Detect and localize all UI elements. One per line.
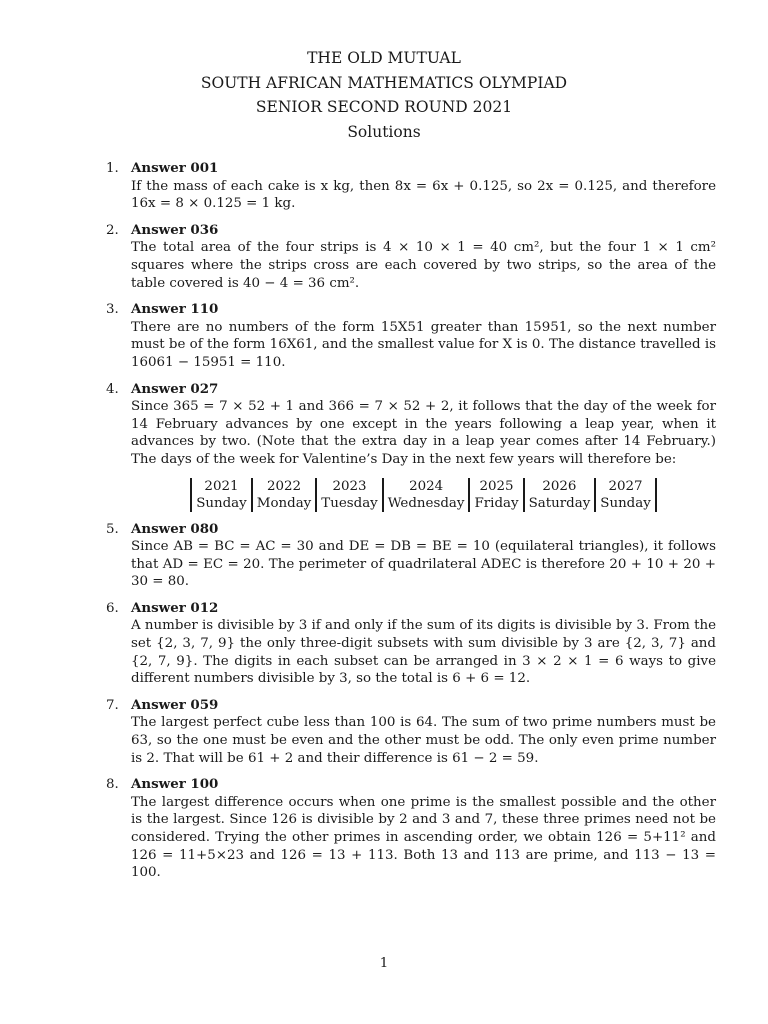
header-subtitle: Solutions: [347, 122, 421, 141]
item-number: 7.: [106, 697, 119, 713]
solution-text: The largest difference occurs when one prime is the smallest possible and the other is the largest. Since 126 is divisible by 2 and 3 and 7, these three primes need not be considered. Trying the other primes in ascending order, we obtain 126 = 5+11² and 126 = 11+5×23 and 126 = 13 + 113. Both 13 and 113 are prime, and 113 − 13 = 100.: [131, 794, 716, 881]
day-cell: Monday: [252, 495, 317, 512]
year-row: [191, 478, 656, 495]
solution-item-8: [106, 776, 716, 882]
item-number: 6.: [106, 600, 119, 616]
item-number: 4.: [106, 381, 119, 397]
solution-text: A number is divisible by 3 if and only if the sum of its digits is divisible by 3. From the set {2, 3, 7, 9} the only three-digit subsets with sum divisible by 3 are {2, 3, 7} and {2, 7, 9}. The digits in each subset can be arranged in 3 × 2 × 1 = 6 ways to give different numbers divisible by 3, so the total is 6 + 6 = 12.: [131, 618, 717, 687]
solution-item-3: [106, 301, 716, 371]
page-number: 1: [379, 956, 389, 971]
header-olympiad: SOUTH AFRICAN MATHEMATICS OLYMPIAD: [200, 73, 568, 92]
solution-text: Since AB = BC = AC = 30 and DE = DB = BE = 10 (equilateral triangles), it follows that AD = EC = 20. The perimeter of quadrilateral ADEC is therefore 20 + 10 + 20 + 30 = 80.: [131, 539, 716, 590]
year-cell: 2023: [316, 478, 382, 495]
day-cell: Wednesday: [383, 495, 470, 512]
item-number: 3.: [106, 302, 119, 318]
year-cell: 2026: [524, 478, 596, 495]
document-header: [0, 46, 768, 144]
answer-heading: Answer 110: [131, 301, 219, 318]
answer-heading: Answer 001: [131, 160, 219, 176]
day-cell: Sunday: [191, 495, 252, 512]
solution-item-7: [106, 697, 716, 767]
answer-heading: Answer 036: [131, 221, 219, 238]
year-cell: 2024: [383, 478, 470, 495]
answer-heading: Answer 012: [131, 599, 219, 616]
solutions-list: [106, 160, 716, 891]
solution-item-6: [106, 600, 716, 688]
solution-text: There are no numbers of the form 15X51 greater than 15951, so the next number must be of the form 16X61, and the smallest value for X is 0. The distance travelled is 16061 − 15951 = 110.: [131, 319, 716, 370]
item-number: 8.: [106, 777, 119, 793]
answer-heading: Answer 027: [131, 380, 219, 397]
day-row: [191, 495, 656, 512]
year-cell: 2027: [595, 478, 656, 495]
solution-item-4: [106, 381, 716, 512]
solution-text: Since 365 = 7 × 52 + 1 and 366 = 7 × 52 + 2, it follows that the day of the week for 14 February advances by one except in the years following a leap year, when it advances by two. (Note that the extra day in a leap year comes after 14 February.) The days of the week for Valentine’s Day in the next few years will therefore be:: [131, 399, 716, 467]
item-number: 1.: [106, 161, 119, 176]
day-cell: Sunday: [595, 495, 656, 512]
header-round: SENIOR SECOND ROUND 2021: [255, 98, 513, 116]
year-cell: 2025: [469, 478, 523, 495]
year-cell: 2021: [191, 478, 252, 495]
day-cell: Tuesday: [316, 495, 382, 512]
item-number: 2.: [106, 222, 119, 238]
solution-text: If the mass of each cake is x kg, then 8x = 6x + 0.125, so 2x = 0.125, and therefore 16x = 8 × 0.125 = 1 kg.: [131, 178, 716, 212]
valentines-day-table: [190, 478, 657, 512]
solution-item-1: [106, 160, 716, 213]
answer-heading: Answer 080: [131, 520, 219, 537]
answer-heading: Answer 059: [131, 696, 219, 713]
day-cell: Friday: [469, 495, 523, 512]
solution-item-5: [106, 521, 716, 591]
answer-heading: Answer 100: [131, 776, 219, 793]
solution-item-2: [106, 222, 716, 292]
solution-text: The largest perfect cube less than 100 is 64. The sum of two prime numbers must be 63, so the one must be even and the other must be odd. The only even prime number is 2. That will be 61 + 2 and their difference is 61 − 2 = 59.: [131, 715, 716, 766]
header-sponsor: THE OLD MUTUAL: [307, 49, 461, 67]
year-cell: 2022: [252, 478, 317, 495]
item-number: 5.: [106, 521, 119, 537]
day-cell: Saturday: [524, 495, 596, 512]
solution-text: The total area of the four strips is 4 × 10 × 1 = 40 cm², but the four 1 × 1 cm² squares where the strips cross are each covered by two strips, so the area of the table covered is 40 − 4 = 36 cm².: [131, 240, 716, 291]
